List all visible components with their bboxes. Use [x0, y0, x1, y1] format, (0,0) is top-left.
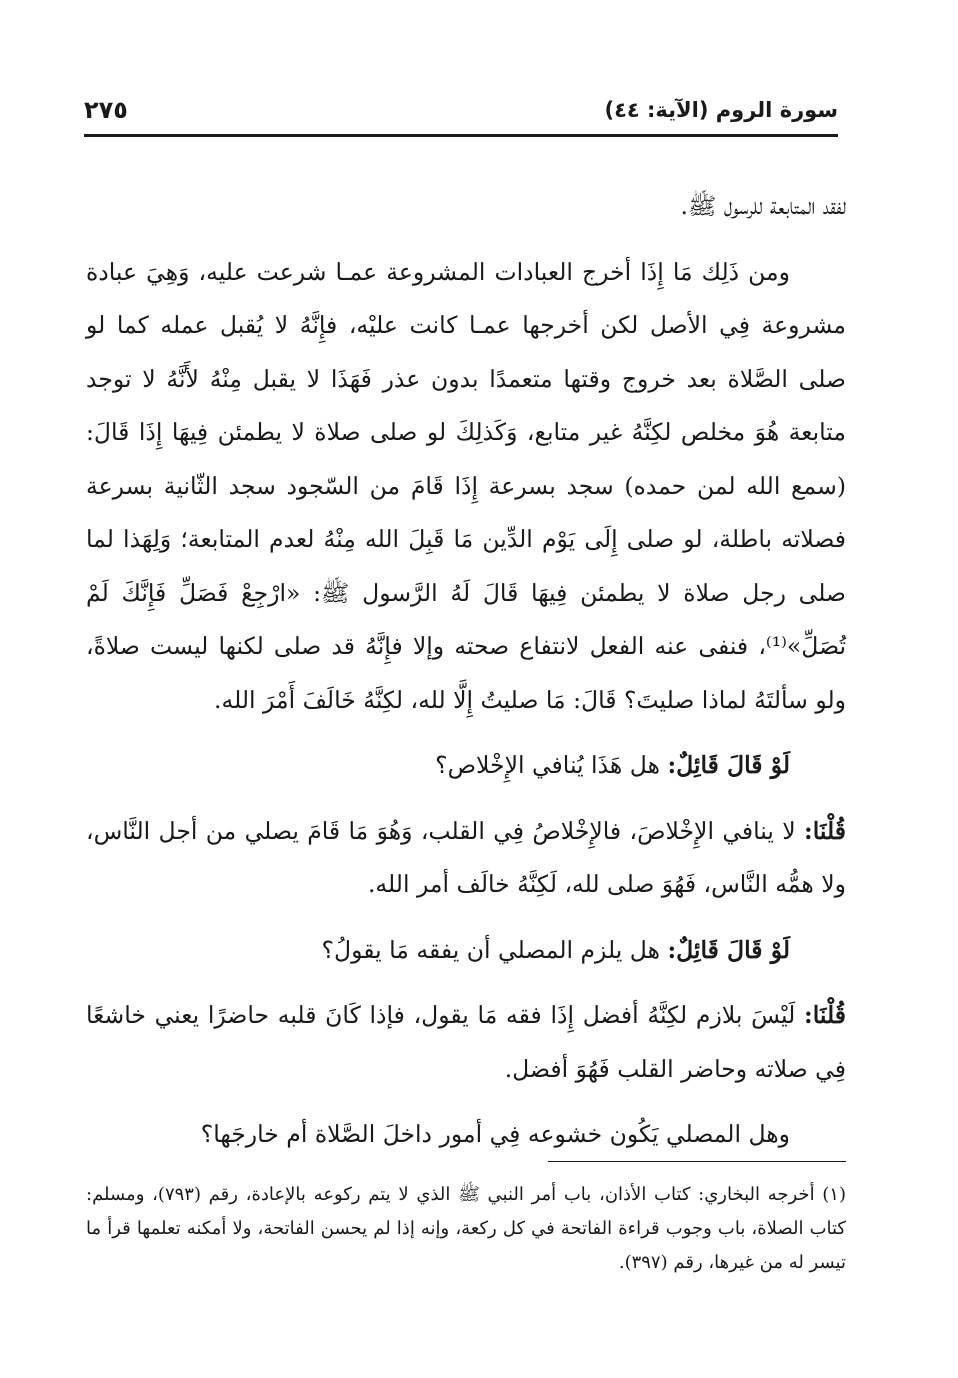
- paragraph-text: لا ينافي الإِخْلاصَ، فالإِخْلاصُ فِي القلب، وَهُوَ مَا قَامَ يصلي من أجل النَّاس، ولا همُّه النَّاس، فَهُوَ صلى لله، لَكِنَّهُ خالَف أمر الله.: [86, 816, 846, 898]
- footnote-text: (١) أخرجه البخاري: كتاب الأذان، باب أمر النبي ﷺ الذي لا يتم ركوعه بالإعادة، رقم (٧٩٣)، ومسلم: كتاب الصلاة، باب وجوب قراءة الفاتحة في كل ركعة، وإنه إذا لم يحسن الفاتحة، ولا أمكنه تعلمها قرأ ما تيسر له من غيرها، رقم (٣٩٧).: [86, 1184, 846, 1273]
- paragraph-text: لفقد المتابعة للرسول ﷺ.: [680, 192, 846, 220]
- answer-paragraph: [86, 805, 846, 912]
- question-paragraph: [86, 924, 846, 978]
- page-number: ٢٧٥: [84, 96, 128, 124]
- answer-paragraph: [86, 989, 846, 1096]
- paragraph-text: هل هَذَا يُنافي الإِخْلاص؟: [435, 751, 668, 779]
- main-text: [86, 180, 846, 1162]
- header-divider: [84, 134, 838, 137]
- footnote-divider: [548, 1161, 846, 1162]
- running-header: [84, 96, 838, 130]
- answer-lead: قُلْنَا:: [804, 816, 846, 845]
- question-lead: لَوْ قَالَ قَائِلٌ:: [667, 935, 790, 964]
- paragraph: [86, 180, 846, 234]
- paragraph-text: لَيْسَ بلازم لكِنَّهُ أفضل إِذَا فقه مَا يقول، فإذا كَانَ قلبه حاضرًا يعني خاشعًا فِي صلاته وحاضر القلب فَهُوَ أفضل.: [86, 1001, 846, 1083]
- paragraph-text: وهل المصلي يَكُون خشوعه فِي أمور داخلَ الصَّلاة أم خارجَها؟: [200, 1120, 790, 1148]
- paragraph-text: هل يلزم المصلي أن يفقه مَا يقولُ؟: [321, 935, 668, 964]
- paragraph-text: ومن ذَلِك مَا إِذَا أخرج العبادات المشروعة عمـا شرعت عليه، وَهِيَ عبادة مشروعة فِي الأصل لكن أخرجها عمـا كانت عليْه، فإِنَّهُ لا يُقبل عمله كما لو صلى الصَّلاة بعد خروج وقتها متعمدًا بدون عذر فَهَذَا لا يقبل مِنْهُ لأَنَّهُ لا توجد متابعة هُوَ مخلص لكِنَّهُ غير متابع، وَكَذلِكَ لو صلى صلاة لا يطمئن فِيهَا إِذَا قَالَ: (سمع الله لمن حمده) سجد بسرعة إِذَا قَامَ من السّجود سجد الثّانية بسرعة فصلاته باطلة، لو صلى إِلَى يَوْم الدِّين مَا قَبِلَ الله مِنْهُ لعدم المتابعة؛ وَلِهَذا لما صلى رجل صلاة لا يطمئن فِيهَا قَالَ لَهُ الرَّسول ﷺ: «ارْجِعْ فَصَلِّ فَإِنَّكَ لَمْ تُصَلِّ»⁽¹⁾، فنفى عنه الفعل لانتفاع صحته وإلا فإِنَّهُ قد صلى لكنها ليست صلاةً، ولو سألتَهُ لماذا صليتَ؟ قَالَ: مَا صليتُ إِلَّا لله، لكِنَّهُ خَالَفَ أَمْرَ الله.: [86, 257, 846, 714]
- answer-lead: قُلْنَا:: [804, 1001, 846, 1029]
- paragraph: [86, 1108, 846, 1162]
- footnotes: [86, 1178, 846, 1280]
- chapter-title: سورة الروم (الآية: ٤٤): [604, 98, 838, 122]
- question-paragraph: [86, 739, 846, 793]
- paragraph: [86, 246, 846, 728]
- question-lead: لَوْ قَالَ قَائِلٌ:: [667, 751, 790, 779]
